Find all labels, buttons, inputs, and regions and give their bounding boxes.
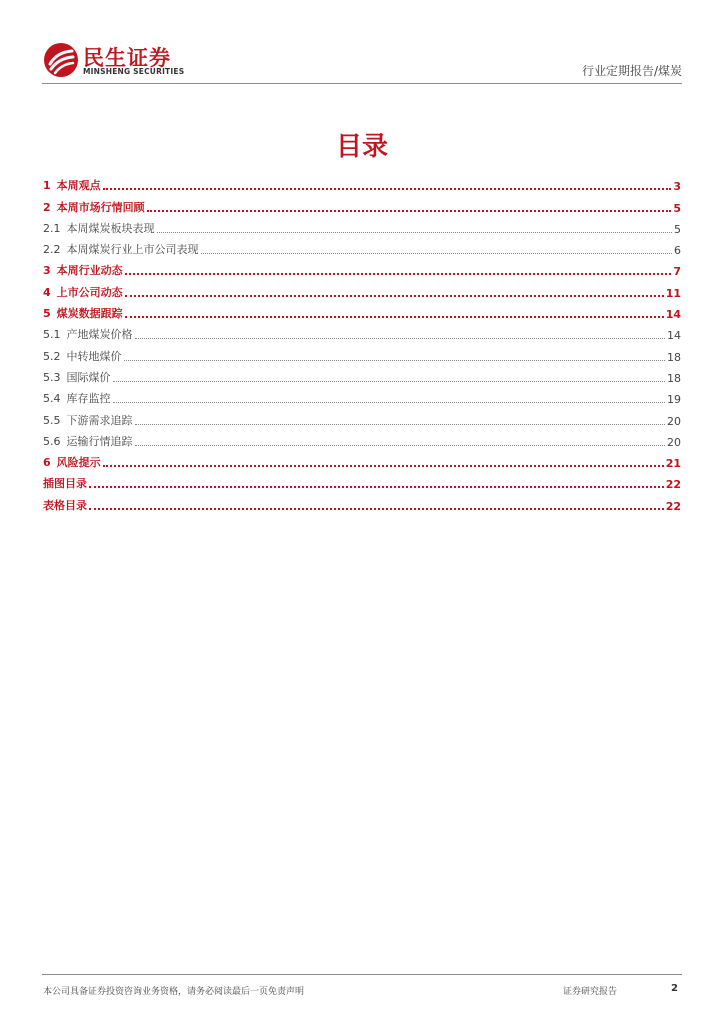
toc-entry-number: 5.1 — [43, 328, 61, 342]
table-of-contents — [43, 172, 681, 513]
toc-entry-number: 5.2 — [43, 349, 61, 363]
toc-entry-page: 5 — [674, 222, 681, 236]
toc-entry[interactable] — [43, 278, 681, 299]
toc-entry-page: 11 — [665, 286, 681, 300]
toc-entry-page: 19 — [667, 393, 681, 407]
toc-dot-leader — [125, 273, 672, 275]
toc-entry-text: 本周行业动态 — [56, 264, 123, 278]
toc-entry-label — [43, 241, 199, 257]
toc-entry-label — [43, 262, 123, 278]
toc-entry-page: 18 — [667, 350, 681, 364]
toc-entry[interactable] — [43, 215, 681, 236]
footer-report-type: 证券研究报告 — [563, 987, 618, 997]
toc-entry[interactable] — [43, 470, 681, 491]
toc-entry-label — [43, 412, 133, 428]
toc-entry[interactable] — [43, 236, 681, 257]
toc-entry-page: 21 — [665, 457, 681, 471]
toc-entry-page: 20 — [667, 414, 681, 428]
toc-entry-text: 表格目录 — [43, 498, 87, 512]
header-divider — [42, 83, 682, 84]
toc-entry-text: 下游需求追踪 — [66, 413, 133, 427]
toc-entry-number: 5 — [43, 307, 51, 321]
toc-entry-page: 22 — [665, 478, 681, 492]
toc-entry-label — [43, 475, 87, 491]
toc-dot-leader — [125, 295, 664, 297]
toc-entry[interactable] — [43, 321, 681, 342]
toc-entry-label — [43, 433, 133, 449]
toc-entry-page: 14 — [667, 329, 681, 343]
toc-entry[interactable] — [43, 385, 681, 406]
toc-entry-label — [43, 177, 101, 193]
toc-entry[interactable] — [43, 406, 681, 427]
toc-entry-number: 2.1 — [43, 221, 61, 235]
toc-entry-label — [43, 497, 87, 513]
toc-entry[interactable] — [43, 193, 681, 214]
toc-entry-label — [43, 326, 133, 342]
logo-english-name: MINSHENG SECURITIES — [83, 67, 185, 76]
toc-entry[interactable] — [43, 491, 681, 512]
toc-entry-text: 国际煤价 — [66, 370, 111, 384]
toc-title: 目录 — [335, 132, 388, 162]
toc-entry-page: 3 — [673, 180, 681, 194]
toc-entry-text: 运输行情追踪 — [66, 434, 133, 448]
toc-dot-leader — [113, 402, 666, 403]
toc-entry-label — [43, 220, 155, 236]
toc-dot-leader — [135, 338, 666, 339]
footer-divider — [42, 974, 682, 975]
toc-entry-text: 风险提示 — [56, 456, 101, 470]
toc-dot-leader — [103, 188, 672, 190]
report-category: 行业定期报告/煤炭 — [581, 64, 682, 78]
logo-chinese-name: 民生证券 — [83, 46, 171, 70]
toc-entry-page: 5 — [673, 201, 681, 215]
toc-dot-leader — [135, 424, 666, 425]
toc-entry-number: 6 — [43, 456, 51, 470]
toc-entry-label — [43, 369, 111, 385]
toc-entry-label — [43, 390, 111, 406]
toc-dot-leader — [157, 232, 673, 233]
toc-entry[interactable] — [43, 449, 681, 470]
minsheng-logo-icon — [43, 42, 79, 78]
toc-entry-page: 18 — [667, 371, 681, 385]
toc-entry-number: 2.2 — [43, 243, 61, 257]
toc-entry-number: 4 — [43, 285, 51, 299]
toc-dot-leader — [89, 486, 664, 488]
toc-entry-text: 插图目录 — [43, 477, 87, 491]
toc-dot-leader — [135, 445, 666, 446]
toc-dot-leader — [113, 381, 666, 382]
toc-entry-number: 2 — [43, 200, 51, 214]
toc-entry-label — [43, 284, 123, 300]
toc-entry-label — [43, 305, 123, 321]
toc-entry-label — [43, 454, 101, 470]
toc-entry-page: 20 — [667, 435, 681, 449]
toc-entry-page: 7 — [673, 265, 681, 279]
toc-entry-number: 5.4 — [43, 392, 61, 406]
toc-entry-text: 煤炭数据跟踪 — [56, 307, 123, 321]
toc-entry-text: 本周市场行情回顾 — [56, 200, 145, 214]
toc-entry-page: 6 — [674, 244, 681, 258]
toc-entry-number: 1 — [43, 179, 51, 193]
toc-entry-text: 上市公司动态 — [56, 285, 123, 299]
toc-dot-leader — [103, 465, 664, 467]
toc-entry-text: 产地煤炭价格 — [66, 328, 133, 342]
toc-entry[interactable] — [43, 300, 681, 321]
toc-dot-leader — [124, 360, 666, 361]
toc-entry-text: 本周观点 — [56, 179, 101, 193]
toc-entry[interactable] — [43, 257, 681, 278]
toc-entry-number: 3 — [43, 264, 51, 278]
toc-entry-number: 5.5 — [43, 413, 61, 427]
toc-entry-number: 5.6 — [43, 434, 61, 448]
toc-entry-text: 库存监控 — [66, 392, 111, 406]
page-number: 2 — [671, 983, 678, 994]
toc-entry[interactable] — [43, 342, 681, 363]
toc-entry-text: 本周煤炭行业上市公司表现 — [66, 243, 199, 257]
toc-entry[interactable] — [43, 364, 681, 385]
page-header — [0, 0, 724, 86]
toc-entry-page: 14 — [665, 308, 681, 322]
toc-entry-text: 中转地煤价 — [66, 349, 122, 363]
toc-entry-label — [43, 348, 122, 364]
toc-dot-leader — [89, 508, 664, 510]
toc-dot-leader — [147, 210, 672, 212]
toc-entry-number: 5.3 — [43, 370, 61, 384]
toc-entry-label — [43, 199, 145, 215]
toc-entry[interactable] — [43, 428, 681, 449]
company-logo — [43, 42, 183, 78]
toc-dot-leader — [125, 316, 664, 318]
toc-entry-page: 22 — [665, 499, 681, 513]
toc-dot-leader — [201, 253, 673, 254]
footer-disclaimer: 本公司具备证券投资咨询业务资格，请务必阅读最后一页免责声明 — [43, 987, 305, 997]
toc-entry-text: 本周煤炭板块表现 — [66, 221, 155, 235]
toc-entry[interactable] — [43, 172, 681, 193]
